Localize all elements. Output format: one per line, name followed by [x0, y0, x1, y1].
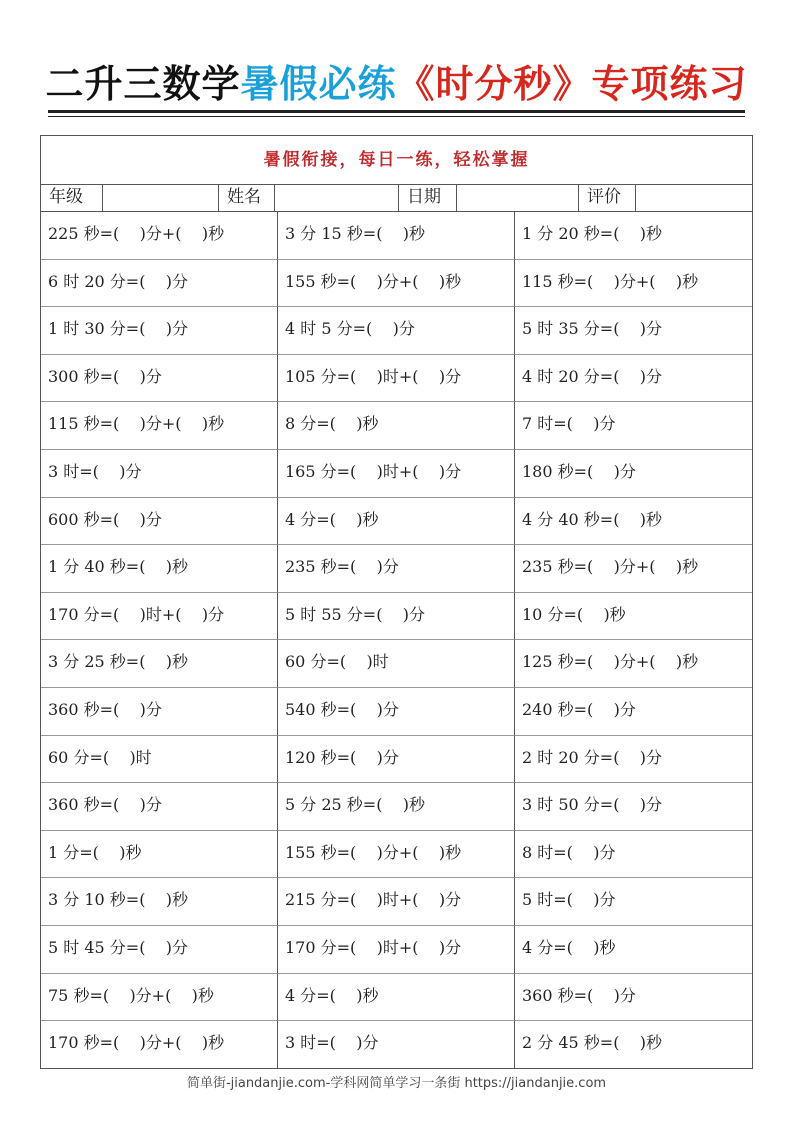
- grade-label: 年级: [41, 185, 103, 211]
- exercise-cell[interactable]: 3 分 10 秒=( )秒: [41, 878, 278, 926]
- exercise-cell[interactable]: 5 时=( )分: [515, 878, 752, 926]
- title-part-grade: 二升三数学: [45, 62, 241, 106]
- student-info-row: [41, 185, 752, 212]
- sheet-subtitle: 暑假衔接，每日一练，轻松掌握: [41, 136, 752, 185]
- exercise-cell[interactable]: 2 分 45 秒=( )秒: [522, 1033, 663, 1053]
- exercise-cell[interactable]: 180 秒=( )分: [515, 450, 752, 498]
- exercise-cell[interactable]: 3 时 50 分=( )分: [515, 783, 752, 831]
- exercise-cell[interactable]: 240 秒=( )分: [515, 688, 752, 736]
- exercise-cell[interactable]: 7 时=( )分: [515, 402, 752, 450]
- exercise-cell[interactable]: 170 秒=( )分+( )秒: [41, 1021, 278, 1069]
- name-field[interactable]: [275, 185, 399, 211]
- exercise-cell[interactable]: 225 秒=( )分+( )秒: [41, 212, 278, 260]
- exercise-cell[interactable]: 300 秒=( )分: [41, 355, 278, 403]
- exercise-cell[interactable]: 8 分=( )秒: [278, 402, 515, 450]
- exercise-cell[interactable]: 360 秒=( )分: [41, 688, 278, 736]
- exercise-cell[interactable]: 4 分=( )秒: [278, 498, 515, 546]
- rating-field[interactable]: [636, 185, 752, 211]
- name-label: 姓名: [219, 185, 275, 211]
- exercise-cell[interactable]: 360 秒=( )分: [515, 974, 752, 1022]
- exercise-cell[interactable]: 1 分=( )秒: [41, 831, 278, 879]
- exercise-cell[interactable]: 6 时 20 分=( )分: [41, 260, 278, 308]
- exercise-cell[interactable]: 170 分=( )时+( )分: [278, 926, 515, 974]
- worksheet-title: [0, 60, 793, 108]
- exercise-cell[interactable]: 4 时 5 分=( )分: [278, 307, 515, 355]
- page-footer: 简单街-jiandanjie.com-学科网简单学习一条街 https://jiandanjie.com: [186, 1076, 607, 1091]
- exercise-cell[interactable]: 125 秒=( )分+( )秒: [515, 640, 752, 688]
- exercise-cell[interactable]: 120 秒=( )分: [278, 736, 515, 784]
- exercise-cell[interactable]: 215 分=( )时+( )分: [278, 878, 515, 926]
- exercise-cell[interactable]: 3 时=( )分: [41, 450, 278, 498]
- exercise-cell[interactable]: 60 分=( )时: [278, 640, 515, 688]
- rating-label: 评价: [579, 185, 636, 211]
- title-underline-thin: [48, 116, 745, 117]
- exercise-cell[interactable]: 155 秒=( )分+( )秒: [278, 260, 515, 308]
- title-part-summer: 暑假必练: [240, 62, 397, 106]
- exercise-cell[interactable]: 5 时 35 分=( )分: [515, 307, 752, 355]
- exercise-cell[interactable]: 600 秒=( )分: [41, 498, 278, 546]
- exercise-cell[interactable]: 1 分 40 秒=( )秒: [41, 545, 278, 593]
- exercise-cell[interactable]: 4 分=( )秒: [515, 926, 752, 974]
- exercise-cell[interactable]: 115 秒=( )分+( )秒: [41, 402, 278, 450]
- exercise-cell[interactable]: 235 秒=( )分+( )秒: [515, 545, 752, 593]
- exercise-cell[interactable]: 540 秒=( )分: [278, 688, 515, 736]
- exercise-cell[interactable]: 165 分=( )时+( )分: [278, 450, 515, 498]
- exercise-cell[interactable]: 4 时 20 分=( )分: [515, 355, 752, 403]
- exercise-cell[interactable]: 3 分 15 秒=( )秒: [278, 212, 515, 260]
- exercise-grid: [41, 212, 752, 1069]
- exercise-cell[interactable]: 2 时 20 分=( )分: [515, 736, 752, 784]
- date-label: 日期: [399, 185, 457, 211]
- exercise-cell[interactable]: 3 分 25 秒=( )秒: [41, 640, 278, 688]
- exercise-sheet: [40, 135, 753, 1069]
- grade-field[interactable]: [103, 185, 219, 211]
- exercise-cell[interactable]: 115 秒=( )分+( )秒: [515, 260, 752, 308]
- exercise-cell[interactable]: 1 时 30 分=( )分: [41, 307, 278, 355]
- exercise-cell[interactable]: 10 分=( )秒: [515, 593, 752, 641]
- exercise-cell[interactable]: 105 分=( )时+( )分: [278, 355, 515, 403]
- title-underline-thick: [48, 110, 745, 113]
- exercise-cell[interactable]: 3 时=( )分: [278, 1021, 515, 1069]
- exercise-cell[interactable]: 4 分=( )秒: [278, 974, 515, 1022]
- exercise-cell[interactable]: 4 分 40 秒=( )秒: [515, 498, 752, 546]
- exercise-cell[interactable]: 60 分=( )时: [41, 736, 278, 784]
- exercise-cell[interactable]: 8 时=( )分: [515, 831, 752, 879]
- title-part-topic: 《时分秒》专项练习: [396, 62, 748, 106]
- exercise-cell[interactable]: 360 秒=( )分: [41, 783, 278, 831]
- exercise-cell[interactable]: 5 时 45 分=( )分: [41, 926, 278, 974]
- exercise-cell[interactable]: 170 分=( )时+( )分: [41, 593, 278, 641]
- exercise-cell[interactable]: 155 秒=( )分+( )秒: [278, 831, 515, 879]
- exercise-cell[interactable]: 1 分 20 秒=( )秒: [515, 212, 752, 260]
- exercise-cell[interactable]: 235 秒=( )分: [278, 545, 515, 593]
- exercise-cell[interactable]: 5 分 25 秒=( )秒: [278, 783, 515, 831]
- exercise-cell[interactable]: 75 秒=( )分+( )秒: [41, 974, 278, 1022]
- exercise-cell[interactable]: 5 时 55 分=( )分: [278, 593, 515, 641]
- date-field[interactable]: [457, 185, 579, 211]
